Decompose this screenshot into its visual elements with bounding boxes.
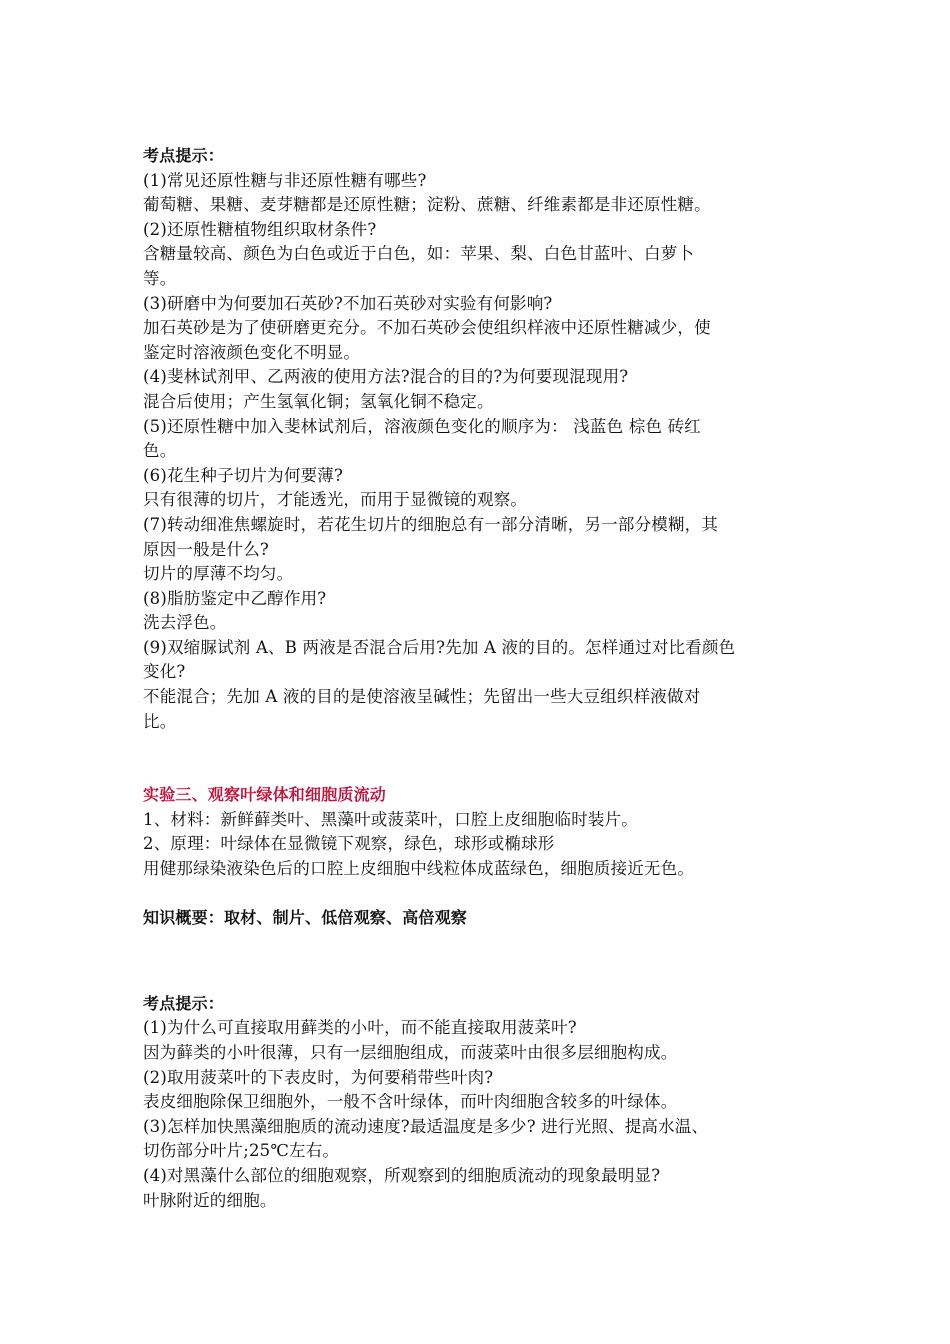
spacer	[143, 882, 813, 907]
text-line: (8)脂肪鉴定中乙醇作用?	[143, 588, 327, 608]
spacer	[143, 931, 813, 980]
text-line: 等。	[143, 268, 177, 288]
text-line: (4)对黑藻什么部位的细胞观察，所观察到的细胞质流动的现象最明显?	[143, 1165, 661, 1185]
text-line: 切伤部分叶片;25℃左右。	[143, 1141, 340, 1161]
section2-body	[143, 808, 813, 882]
text-line: (4)斐林试剂甲、乙两液的使用方法?混合的目的?为何要现混现用?	[143, 367, 629, 387]
text-line: 表皮细胞除保卫细胞外，一般不含叶绿体，而叶肉细胞含较多的叶绿体。	[143, 1092, 678, 1112]
knowledge-overview: 知识概要：取材、制片、低倍观察、高倍观察	[143, 908, 468, 928]
text-line: 2、原理：叶绿体在显微镜下观察，绿色，球形或椭球形	[143, 834, 555, 854]
text-line: 加石英砂是为了使研磨更充分。不加石英砂会使组织样液中还原性糖减少，使	[143, 318, 711, 338]
text-line: 鉴定时溶液颜色变化不明显。	[143, 342, 361, 362]
text-line: (5)还原性糖中加入斐林试剂后，溶液颜色变化的顺序为： 浅蓝色 棕色 砖红	[143, 416, 702, 436]
section1-heading: 考点提示：	[143, 146, 225, 165]
text-line: 变化?	[143, 662, 186, 682]
text-line: 比。	[143, 711, 177, 731]
text-line: 只有很薄的切片，才能透光，而用于显微镜的观察。	[143, 490, 528, 510]
section3-body	[143, 1016, 813, 1213]
text-line: 色。	[143, 441, 177, 461]
spacer	[143, 980, 813, 992]
text-line: 因为藓类的小叶很薄，只有一层细胞组成，而菠菜叶由很多层细胞构成。	[143, 1043, 678, 1062]
text-line: (6)花生种子切片为何要薄?	[143, 465, 344, 485]
text-line: 原因一般是什么?	[143, 539, 269, 559]
section3-heading: 考点提示：	[143, 993, 225, 1013]
text-line: 叶脉附近的细胞。	[143, 1190, 277, 1210]
text-line: 不能混合；先加 A 液的目的是使溶液呈碱性；先留出一些大豆组织样液做对	[143, 687, 701, 707]
text-line: (2)还原性糖植物组织取材条件?	[143, 219, 377, 239]
text-line: (7)转动细准焦螺旋时，若花生切片的细胞总有一部分清晰，另一部分模糊，其	[143, 514, 719, 534]
section1-body	[143, 169, 813, 735]
text-line: 用健那绿染液染色后的口腔上皮细胞中线粒体成蓝绿色，细胞质接近无色。	[143, 859, 695, 879]
section2-title: 实验三、观察叶绿体和细胞质流动	[143, 785, 387, 805]
spacer	[143, 734, 813, 783]
text-line: (1)为什么可直接取用藓类的小叶，而不能直接取用菠菜叶?	[143, 1018, 577, 1038]
document-page	[143, 144, 813, 1213]
text-line: 洗去浮色。	[143, 613, 227, 633]
text-line: 1、材料：新鲜藓类叶、黑藻叶或菠菜叶，口腔上皮细胞临时装片。	[143, 809, 638, 829]
text-line: 葡萄糖、果糖、麦芽糖都是还原性糖；淀粉、蔗糖、纤维素都是非还原性糖。	[143, 195, 711, 215]
text-line: (3)怎样加快黑藻细胞质的流动速度?最适温度是多少? 进行光照、提高水温、	[143, 1116, 709, 1136]
text-line: 切片的厚薄不均匀。	[143, 564, 294, 584]
text-line: 混合后使用；产生氢氧化铜；氢氧化铜不稳定。	[143, 391, 494, 411]
text-line: (9)双缩脲试剂 A、B 两液是否混合后用?先加 A 液的目的。怎样通过对比看颜色	[143, 637, 736, 657]
text-line: (1)常见还原性糖与非还原性糖有哪些?	[143, 170, 427, 190]
text-line: 含糖量较高、颜色为白色或近于白色，如：苹果、梨、白色甘蓝叶、白萝卜	[143, 244, 695, 264]
text-line: (2)取用菠菜叶的下表皮时，为何要稍带些叶肉?	[143, 1067, 494, 1087]
text-line: (3)研磨中为何要加石英砂?不加石英砂对实验有何影响?	[143, 293, 553, 313]
